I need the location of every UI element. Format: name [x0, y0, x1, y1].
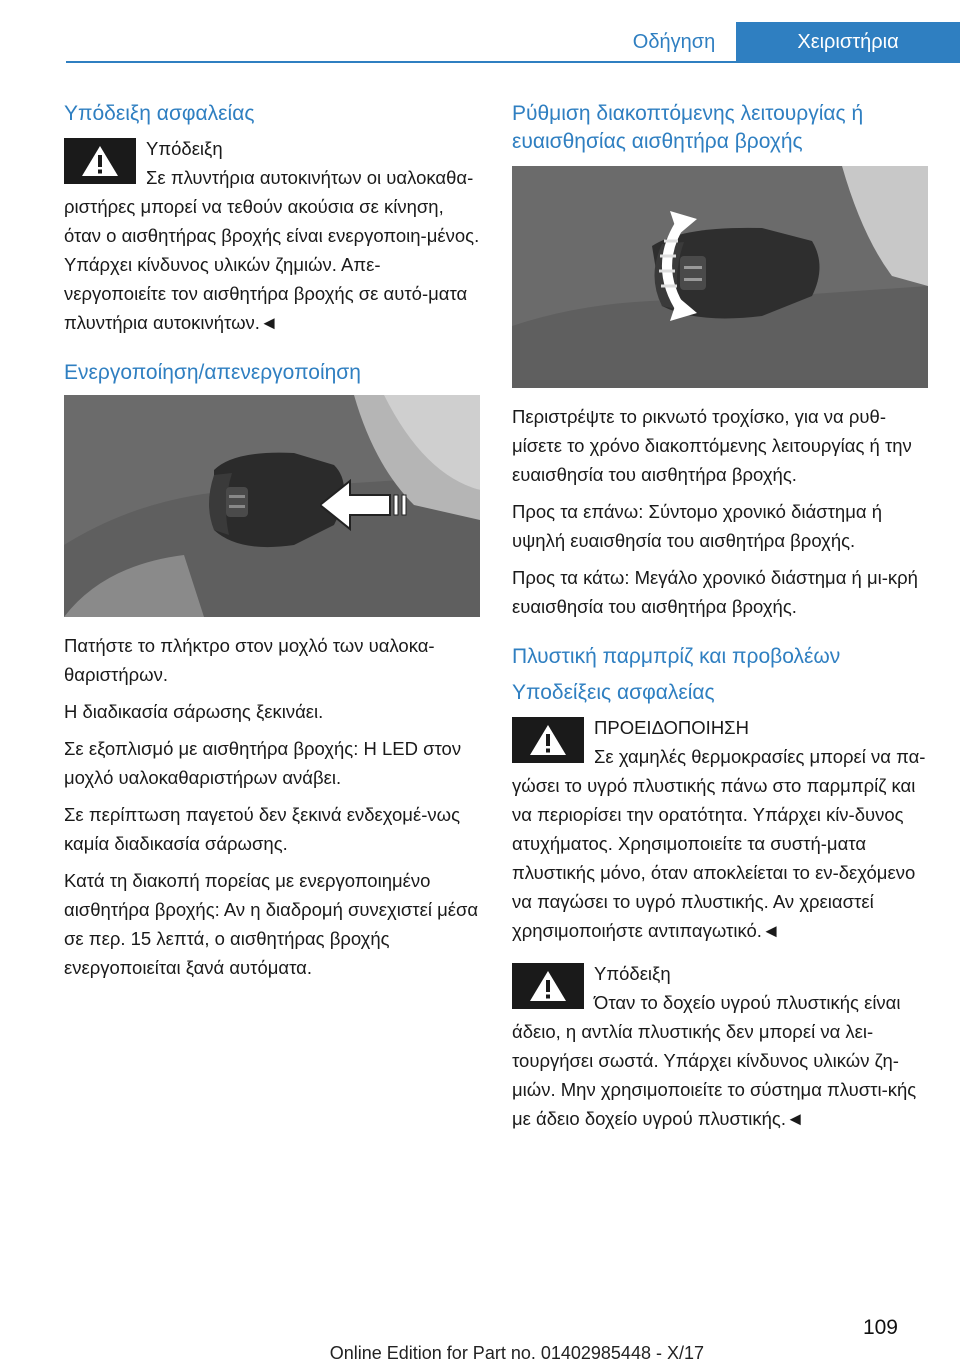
wiper-wheel-photo [512, 166, 928, 388]
tab-controls[interactable]: Χειριστήρια [736, 22, 960, 62]
warning-text: Σε χαμηλές θερμοκρασίες μπορεί να πα-γώσει το υγρό πλυστικής πάνω στο παρμπρίζ και να περιορίσει την ορατότητα. Υπάρχει κίν-δυνος ατυχήματος. Χρησιμοποιείτε τα συστή-ματα πλυστικής μόνο, όταν αποκλείεται το εν-δεχόμενο να παγώσει το υγρό πλυστικής. Αν χρειαστεί χρησιμοποιήστε αντιπαγωτικό.◄ [512, 746, 926, 941]
paragraph: Προς τα επάνω: Σύντομο χρονικό διάστημα ή υψηλή ευαισθησία του αισθητήρα βροχής. [512, 501, 882, 551]
note-box [64, 134, 480, 337]
washer-heading: Πλυστική παρμπρίζ και προβολέων [512, 645, 841, 668]
paragraph: Προς τα κάτω: Μεγάλο χρονικό διάστημα ή μι-κρή ευαισθησία του αισθητήρα βροχής. [512, 567, 918, 617]
adjust-heading: Ρύθμιση διακοπτόμενης λειτουργίας ή ευαισθησίας αισθητήρα βροχής [512, 102, 864, 153]
note-heading: Υπόδειξη ασφαλείας [64, 102, 255, 125]
header-rule [66, 61, 960, 63]
left-column [64, 100, 480, 990]
warning-box [512, 713, 928, 945]
safety-heading: Υποδείξεις ασφαλείας [512, 681, 715, 704]
wiper-button-photo [64, 395, 480, 617]
paragraph: Πατήστε το πλήκτρο στον μοχλό των υαλοκα-θαριστήρων. [64, 635, 435, 685]
page-number: 109 [862, 1316, 898, 1339]
note-box [512, 959, 928, 1133]
activate-heading: Ενεργοποίηση/απενεργοποίηση [64, 361, 361, 384]
footer [0, 1300, 960, 1362]
tab-driving[interactable]: Οδήγηση [612, 22, 736, 62]
paragraph: Σε περίπτωση παγετού δεν ξεκινά ενδεχομέ-νως καμία διαδικασία σάρωσης. [64, 804, 460, 854]
paragraph: Η διαδικασία σάρωσης ξεκινάει. [64, 701, 324, 722]
rotate-arrows-icon [642, 211, 712, 321]
warning-triangle-icon [64, 138, 136, 184]
edition-note: Online Edition for Part no. 01402985448 - X/17 [329, 1343, 704, 1363]
warning-triangle-icon [512, 963, 584, 1009]
warning-triangle-icon [512, 717, 584, 763]
right-column [512, 100, 928, 1141]
warning-title: ΠΡΟΕΙΔΟΠΟΙΗΣΗ [594, 717, 749, 738]
note-text: Σε πλυντήρια αυτοκινήτων οι υαλοκαθα-ριστήρες μπορεί να τεθούν ακούσια σε κίνηση, όταν ο αισθητήρας βροχής είναι ενεργοποιη-μένος. Υπάρχει κίνδυνος υλικών ζημιών. Απε-νεργοποιείτε τον αισθητήρα βροχής σε αυτό-ματα πλυντήρια αυτοκινήτων.◄ [64, 167, 480, 333]
note-text: Όταν το δοχείο υγρού πλυστικής είναι άδειο, η αντλία πλυστικής δεν μπορεί να λει-τουργήσει σωστά. Υπάρχει κίνδυνος υλικών ζη-μιών. Μην χρησιμοποιείτε το σύστημα πλυστι-κής με άδειο δοχείο υγρού πλυστικής.◄ [512, 992, 917, 1129]
note-title: Υπόδειξη [146, 138, 223, 159]
paragraph: Σε εξοπλισμό με αισθητήρα βροχής: Η LED στον μοχλό υαλοκαθαριστήρων ανάβει. [64, 738, 462, 788]
note-title: Υπόδειξη [594, 963, 671, 984]
arrow-left-icon [320, 475, 410, 535]
paragraph: Κατά τη διακοπή πορείας με ενεργοποιημένο αισθητήρα βροχής: Αν η διαδρομή συνεχιστεί μέσα σε περ. 15 λεπτά, ο αισθητήρας βροχής ενεργοποιείται ξανά αυτόματα. [64, 870, 479, 978]
paragraph: Περιστρέψτε το ρικνωτό τροχίσκο, για να ρυθ-μίσετε το χρόνο διακοπτόμενης λειτουργίας ή την ευαισθησία του αισθητήρα βροχής. [512, 406, 912, 485]
